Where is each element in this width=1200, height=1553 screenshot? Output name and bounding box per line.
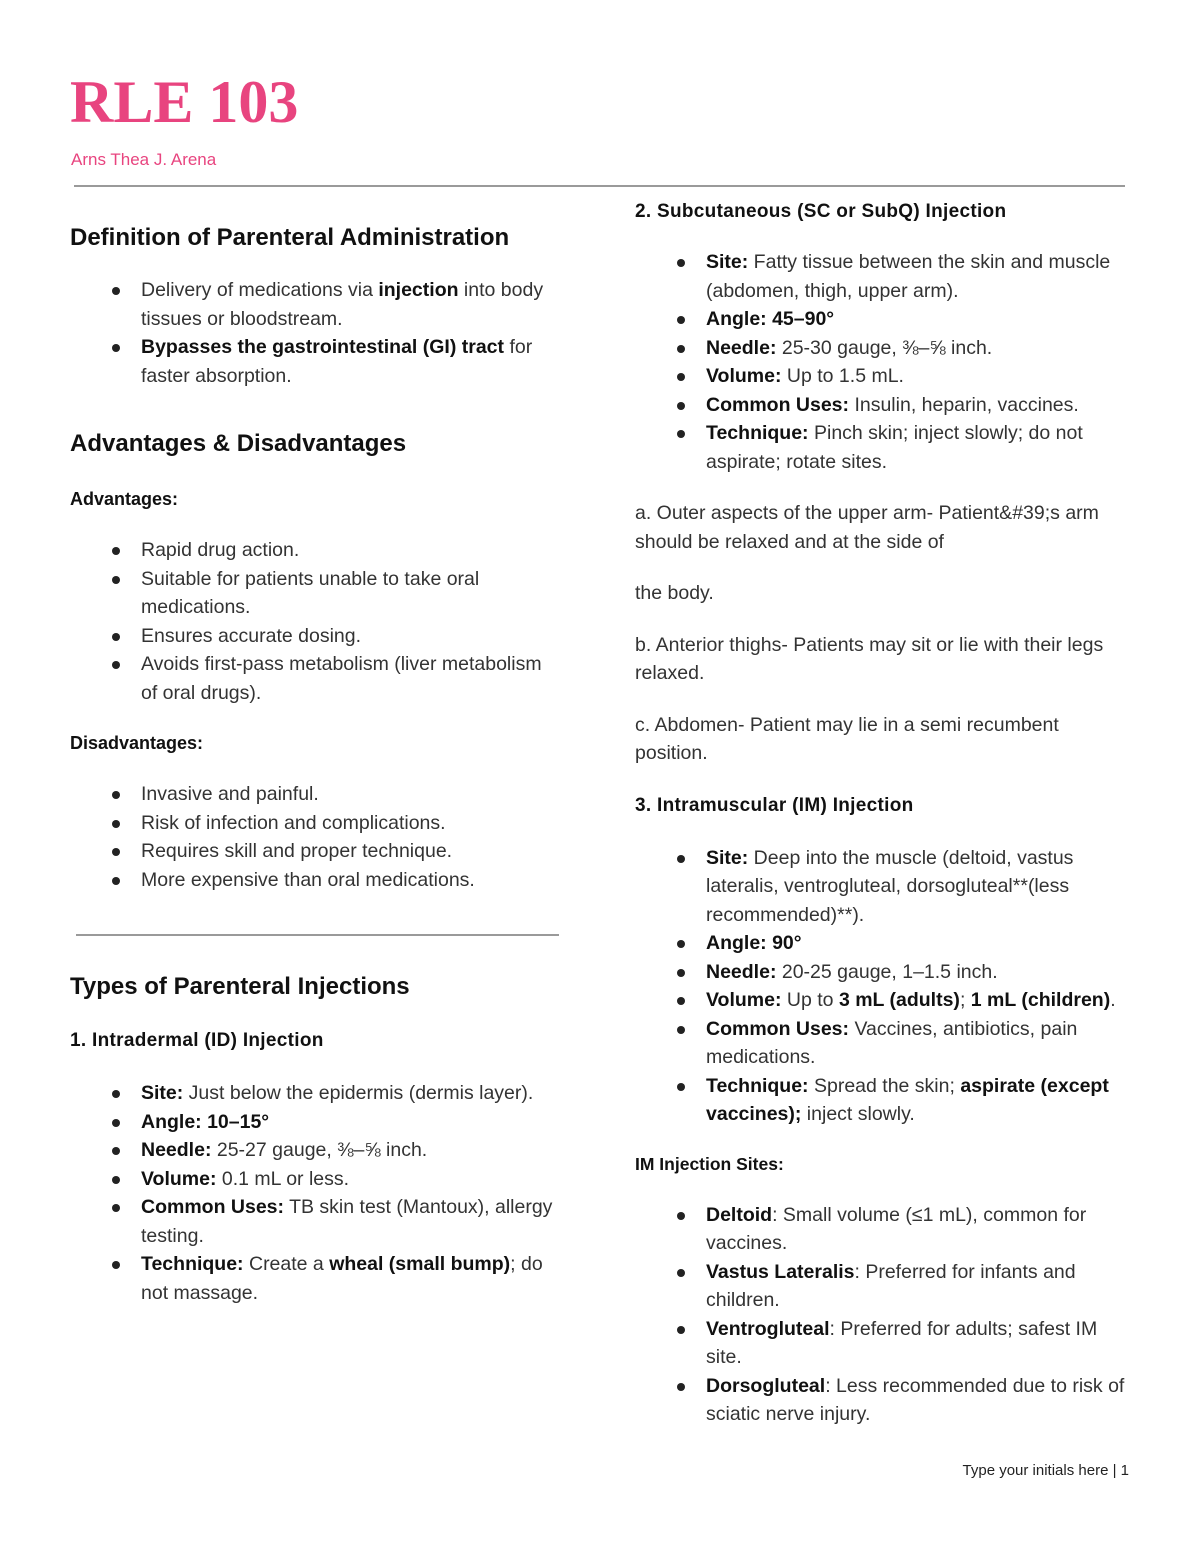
list-item: Common Uses: Insulin, heparin, vaccines. — [635, 391, 1135, 420]
advantages-label: Advantages: — [70, 489, 179, 509]
list-item: Deltoid: Small volume (≤1 mL), common for vaccines. — [635, 1201, 1135, 1258]
list-item: Needle: 25-30 gauge, ⅜–⅝ inch. — [635, 334, 1135, 363]
left-column — [70, 200, 560, 1307]
list-item: Vastus Lateralis: Preferred for infants and children. — [635, 1258, 1135, 1315]
list-item: Technique: Create a wheal (small bump); do not massage. — [70, 1250, 560, 1307]
list-item: Common Uses: Vaccines, antibiotics, pain medications. — [635, 1015, 1135, 1072]
sc-site-note: b. Anterior thighs- Patients may sit or lie with their legs relaxed. — [635, 633, 1104, 684]
list-item: Bypasses the gastrointestinal (GI) tract for faster absorption. — [70, 333, 560, 390]
list-item: More expensive than oral medications. — [70, 866, 560, 895]
header-divider — [74, 185, 1125, 187]
list-item: Rapid drug action. — [70, 536, 560, 565]
list-item: Volume: 0.1 mL or less. — [70, 1165, 560, 1194]
disadvantages-label: Disadvantages: — [70, 733, 204, 753]
subcutaneous-heading: 2. Subcutaneous (SC or SubQ) Injection — [635, 201, 1007, 222]
list-item: Angle: 45–90° — [635, 305, 1135, 334]
list-item: Invasive and painful. — [70, 780, 560, 809]
advantages-list — [70, 536, 560, 707]
definition-list — [70, 276, 560, 390]
list-item: Ventrogluteal: Preferred for adults; safest IM site. — [635, 1315, 1135, 1372]
intradermal-heading: 1. Intradermal (ID) Injection — [70, 1030, 324, 1051]
intradermal-list — [70, 1079, 560, 1307]
subcutaneous-list — [635, 248, 1135, 476]
list-item: Risk of infection and complications. — [70, 809, 560, 838]
author-name: Arns Thea J. Arena — [71, 150, 217, 169]
list-item: Site: Fatty tissue between the skin and muscle (abdomen, thigh, upper arm). — [635, 248, 1135, 305]
document-title: RLE 103 — [70, 69, 299, 135]
list-item: Needle: 20-25 gauge, 1–1.5 inch. — [635, 958, 1135, 987]
list-item: Volume: Up to 3 mL (adults); 1 mL (children). — [635, 986, 1135, 1015]
types-heading: Types of Parenteral Injections — [70, 973, 410, 1000]
definition-heading: Definition of Parenteral Administration — [70, 224, 510, 251]
right-column — [635, 198, 1135, 1429]
list-item: Site: Just below the epidermis (dermis layer). — [70, 1079, 560, 1108]
list-item: Ensures accurate dosing. — [70, 622, 560, 651]
sc-site-note: a. Outer aspects of the upper arm- Patient&#39;s arm should be relaxed and at the side of — [635, 502, 1099, 553]
list-item: Requires skill and proper technique. — [70, 837, 560, 866]
list-item: Site: Deep into the muscle (deltoid, vastus lateralis, ventrogluteal, dorsogluteal**(less recommended)**). — [635, 844, 1135, 930]
im-sites-heading: IM Injection Sites: — [635, 1153, 784, 1174]
intramuscular-list — [635, 844, 1135, 1129]
list-item: Volume: Up to 1.5 mL. — [635, 362, 1135, 391]
page-footer: Type your initials here | 1 — [962, 1462, 1129, 1479]
list-item: Angle: 10–15° — [70, 1108, 560, 1137]
im-sites-list — [635, 1201, 1135, 1429]
list-item: Needle: 25-27 gauge, ⅜–⅝ inch. — [70, 1136, 560, 1165]
list-item: Avoids first-pass metabolism (liver metabolism of oral drugs). — [70, 650, 560, 707]
list-item: Angle: 90° — [635, 929, 1135, 958]
disadvantages-list — [70, 780, 560, 894]
section-divider — [76, 934, 559, 936]
list-item: Suitable for patients unable to take oral medications. — [70, 565, 560, 622]
list-item: Dorsogluteal: Less recommended due to risk of sciatic nerve injury. — [635, 1372, 1135, 1429]
list-item: Technique: Pinch skin; inject slowly; do not aspirate; rotate sites. — [635, 419, 1135, 476]
sc-site-note: the body. — [635, 582, 714, 604]
list-item: Technique: Spread the skin; aspirate (except vaccines); inject slowly. — [635, 1072, 1135, 1129]
sc-site-note: c. Abdomen- Patient may lie in a semi recumbent position. — [635, 713, 1059, 764]
list-item: Delivery of medications via injection into body tissues or bloodstream. — [70, 276, 560, 333]
adv-disadv-heading: Advantages & Disadvantages — [70, 430, 407, 457]
list-item: Common Uses: TB skin test (Mantoux), allergy testing. — [70, 1193, 560, 1250]
intramuscular-heading: 3. Intramuscular (IM) Injection — [635, 794, 914, 816]
